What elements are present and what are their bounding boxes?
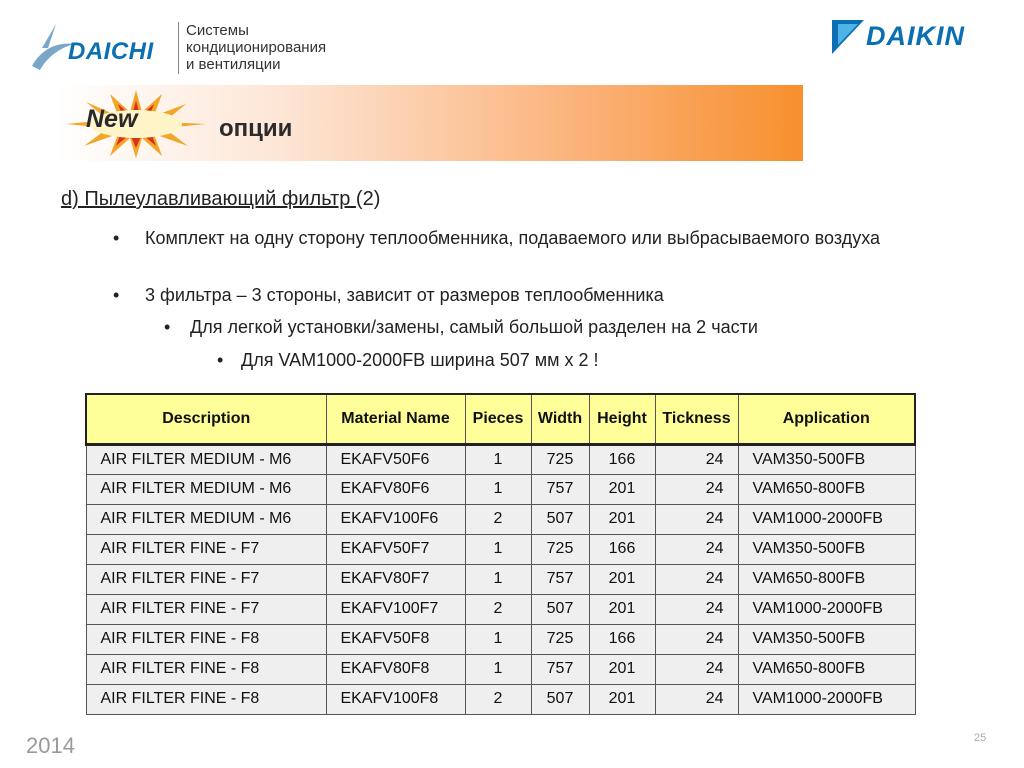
table-cell: EKAFV80F6 — [326, 474, 465, 504]
table-cell: 1 — [465, 654, 531, 684]
table-cell: 201 — [589, 654, 655, 684]
daikin-wordmark: DAIKIN — [866, 21, 965, 51]
table-cell: 201 — [589, 564, 655, 594]
section-heading — [61, 188, 380, 211]
table-cell: 725 — [531, 624, 589, 654]
column-header: Height — [589, 394, 655, 444]
table-cell: 24 — [655, 684, 738, 714]
table-row — [86, 504, 915, 534]
bullet-item — [113, 285, 664, 306]
table-cell: AIR FILTER FINE - F7 — [86, 594, 326, 624]
table-row — [86, 654, 915, 684]
table-row — [86, 594, 915, 624]
column-header: Width — [531, 394, 589, 444]
bullet-icon: • — [164, 317, 171, 337]
bullet-text: Комплект на одну сторону теплообменника, подаваемого или выбрасываемого воздуха — [145, 228, 881, 248]
bullet-text: Для VAM1000-2000FB ширина 507 мм x 2 ! — [241, 350, 599, 370]
daikin-logo — [832, 20, 1002, 56]
table-cell: EKAFV50F6 — [326, 444, 465, 474]
daikin-triangle-icon — [832, 20, 864, 54]
table-cell: 2 — [465, 684, 531, 714]
bullet-icon: • — [113, 285, 120, 305]
table-cell: EKAFV100F8 — [326, 684, 465, 714]
table-row — [86, 474, 915, 504]
table-cell: 1 — [465, 564, 531, 594]
sub-bullet-item — [164, 317, 758, 338]
table-cell: 725 — [531, 534, 589, 564]
column-header: Description — [86, 394, 326, 444]
table-cell: 24 — [655, 444, 738, 474]
table-cell: 757 — [531, 474, 589, 504]
bullet-text: Для легкой установки/замены, самый большой разделен на 2 части — [190, 317, 758, 337]
table-cell: AIR FILTER FINE - F8 — [86, 684, 326, 714]
table-cell: 1 — [465, 474, 531, 504]
heading-suffix: (2) — [355, 188, 381, 210]
bullet-icon: • — [113, 228, 120, 248]
table-row — [86, 444, 915, 474]
table-cell: AIR FILTER MEDIUM - M6 — [86, 444, 326, 474]
table-cell: VAM650-800FB — [738, 564, 915, 594]
table-cell: 507 — [531, 504, 589, 534]
table-cell: EKAFV80F7 — [326, 564, 465, 594]
table-cell: 201 — [589, 474, 655, 504]
table-cell: 725 — [531, 444, 589, 474]
table-cell: 757 — [531, 654, 589, 684]
table-cell: EKAFV50F7 — [326, 534, 465, 564]
table-cell: 166 — [589, 534, 655, 564]
table-cell: EKAFV50F8 — [326, 624, 465, 654]
table-cell: VAM350-500FB — [738, 444, 915, 474]
tagline-line: Системы — [186, 22, 249, 39]
table-cell: EKAFV80F8 — [326, 654, 465, 684]
table-row — [86, 624, 915, 654]
sub-sub-bullet-item — [217, 350, 599, 371]
column-header: Pieces — [465, 394, 531, 444]
tagline-line: и вентиляции — [186, 56, 281, 73]
table-cell: 201 — [589, 684, 655, 714]
table-cell: AIR FILTER MEDIUM - M6 — [86, 474, 326, 504]
table-cell: AIR FILTER MEDIUM - M6 — [86, 504, 326, 534]
table-cell: 24 — [655, 594, 738, 624]
table-cell: 24 — [655, 624, 738, 654]
logo-divider — [178, 22, 179, 74]
table-row — [86, 684, 915, 714]
filter-table — [85, 393, 916, 715]
table-cell: 1 — [465, 534, 531, 564]
table-cell: EKAFV100F6 — [326, 504, 465, 534]
banner-title: опции — [219, 115, 293, 142]
table-cell: 201 — [589, 504, 655, 534]
table-cell: 757 — [531, 564, 589, 594]
table-row — [86, 564, 915, 594]
footer-year: 2014 — [26, 733, 75, 758]
daichi-logo — [28, 18, 178, 78]
table-cell: AIR FILTER FINE - F8 — [86, 654, 326, 684]
table-cell: AIR FILTER FINE - F7 — [86, 534, 326, 564]
heading-underlined: d) Пылеулавливающий фильтр — [61, 188, 356, 210]
table-cell: 166 — [589, 624, 655, 654]
tagline-line: кондиционирования — [186, 39, 327, 56]
table-cell: 201 — [589, 594, 655, 624]
table-cell: 24 — [655, 654, 738, 684]
bullet-icon: • — [217, 350, 224, 370]
column-header: Application — [738, 394, 915, 444]
page-number: 25 — [974, 732, 987, 744]
table-cell: 1 — [465, 444, 531, 474]
table-cell: EKAFV100F7 — [326, 594, 465, 624]
table-cell: VAM350-500FB — [738, 624, 915, 654]
bullet-item — [113, 224, 965, 252]
table-cell: VAM350-500FB — [738, 534, 915, 564]
table-cell: AIR FILTER FINE - F8 — [86, 624, 326, 654]
table-cell: 2 — [465, 594, 531, 624]
table-cell: 166 — [589, 444, 655, 474]
column-header: Tickness — [655, 394, 738, 444]
table-cell: 24 — [655, 564, 738, 594]
table-cell: 24 — [655, 474, 738, 504]
table-cell: AIR FILTER FINE - F7 — [86, 564, 326, 594]
table-cell: VAM650-800FB — [738, 654, 915, 684]
table-cell: VAM650-800FB — [738, 474, 915, 504]
table-cell: 507 — [531, 684, 589, 714]
table-cell: VAM1000-2000FB — [738, 684, 915, 714]
table-cell: 24 — [655, 504, 738, 534]
daichi-wordmark: DAICHI — [68, 38, 154, 65]
daichi-tagline — [186, 22, 326, 73]
table-cell: VAM1000-2000FB — [738, 504, 915, 534]
options-banner — [56, 85, 803, 161]
table-cell: 1 — [465, 624, 531, 654]
table-cell: 2 — [465, 504, 531, 534]
table-cell: 507 — [531, 594, 589, 624]
table-cell: 24 — [655, 534, 738, 564]
new-badge-text: New — [86, 105, 138, 133]
bullet-text: 3 фильтра – 3 стороны, зависит от размеров теплообменника — [145, 285, 664, 305]
column-header: Material Name — [326, 394, 465, 444]
table-cell: VAM1000-2000FB — [738, 594, 915, 624]
table-row — [86, 534, 915, 564]
table-header-row — [86, 394, 915, 444]
